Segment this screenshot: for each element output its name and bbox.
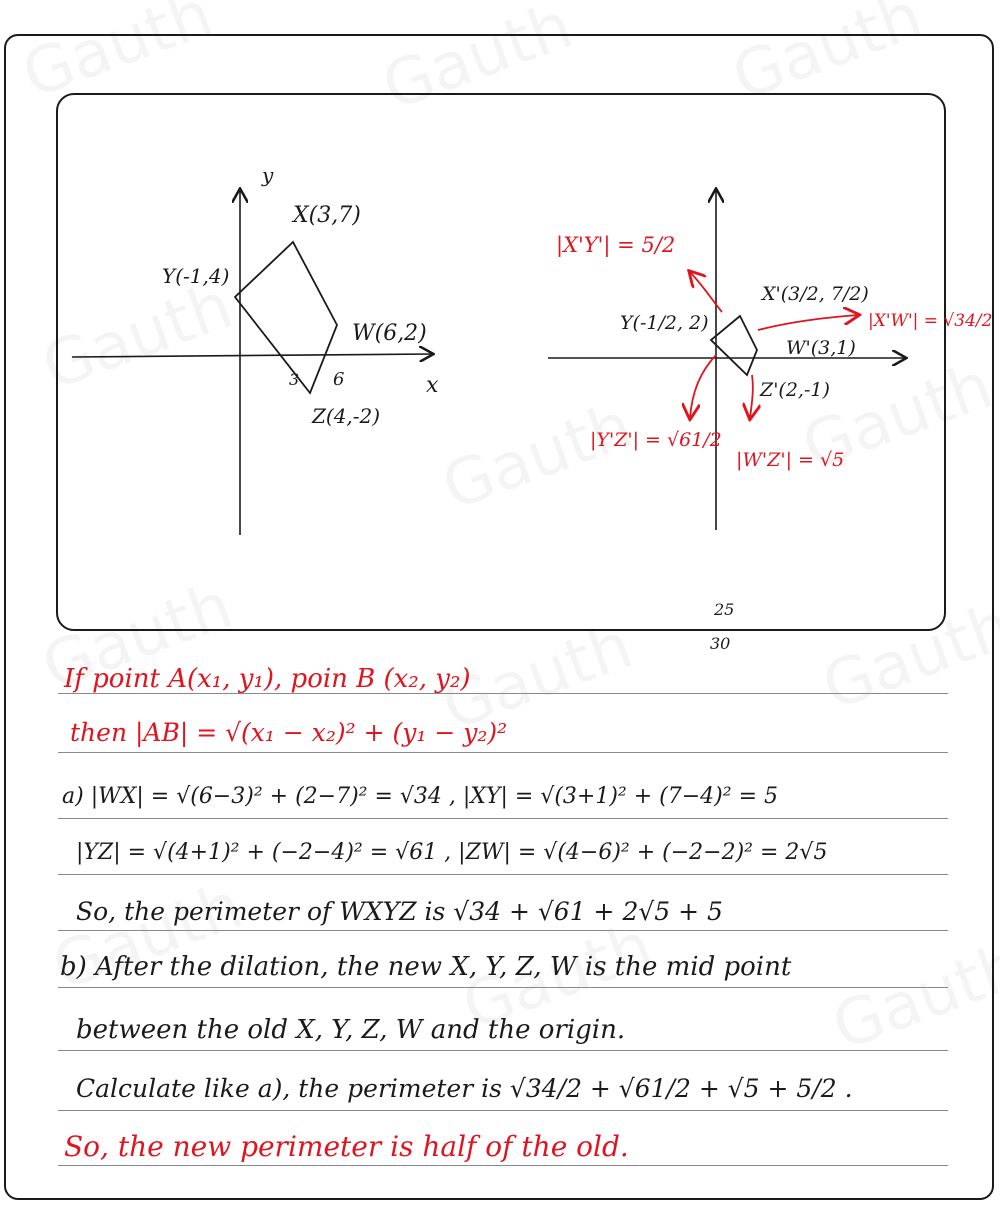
x-axis-label: x bbox=[426, 373, 439, 398]
arrow-wz bbox=[750, 375, 753, 418]
point-w-label: W(6,2) bbox=[352, 321, 427, 346]
point-x-prime-label: X'(3/2, 7/2) bbox=[762, 283, 869, 305]
part-a-line-1: a) |WX| = √(6−3)² + (2−7)² = √34 , |XY| = √(3+1)² + (7−4)² = 5 bbox=[62, 784, 778, 809]
rule-line bbox=[58, 818, 948, 819]
length-wz: |W'Z'| = √5 bbox=[736, 449, 845, 471]
length-xw: |X'W'| = √34/2 bbox=[868, 311, 993, 331]
rule-line bbox=[58, 930, 948, 931]
length-xy: |X'Y'| = 5/2 bbox=[556, 233, 676, 257]
rule-line bbox=[58, 874, 948, 875]
rule-line bbox=[58, 752, 948, 753]
arrow-xw bbox=[758, 315, 858, 330]
scratch-number: 25 bbox=[714, 600, 735, 619]
tick-label-6: 6 bbox=[333, 369, 345, 390]
distance-formula-line: then |AB| = √(x₁ − x₂)² + (y₁ − y₂)² bbox=[70, 718, 508, 747]
point-z-prime-label: Z'(2,-1) bbox=[760, 379, 830, 401]
point-y-label: Y(-1,4) bbox=[162, 264, 230, 288]
part-b-conclusion: So, the new perimeter is half of the old. bbox=[64, 1130, 629, 1163]
part-b-line-2: between the old X, Y, Z, W and the origin. bbox=[76, 1015, 626, 1045]
rule-line bbox=[58, 1050, 948, 1051]
part-b-line-3: Calculate like a), the perimeter is √34/2 + √61/2 + √5 + 5/2 . bbox=[76, 1074, 853, 1103]
y-axis-label: y bbox=[262, 163, 274, 187]
part-a-line-2: |YZ| = √(4+1)² + (−2−4)² = √61 , |ZW| = √(4−6)² + (−2−2)² = 2√5 bbox=[76, 840, 828, 865]
scratch-number: 30 bbox=[710, 634, 731, 653]
quadrilateral-wxyz-dilated bbox=[711, 316, 757, 375]
arrow-xy bbox=[690, 272, 722, 312]
length-yz: |Y'Z'| = √61/2 bbox=[590, 429, 722, 451]
tick-label-3: 3 bbox=[289, 370, 300, 389]
point-y-prime-label: Y(-1/2, 2) bbox=[620, 312, 709, 334]
point-x-label: X(3,7) bbox=[293, 203, 361, 228]
distance-definition-line: If point A(x₁, y₁), poin B (x₂, y₂) bbox=[64, 664, 471, 694]
part-a-conclusion: So, the perimeter of WXYZ is √34 + √61 + 2√5 + 5 bbox=[76, 897, 723, 926]
point-z-label: Z(4,-2) bbox=[312, 404, 381, 428]
point-w-prime-label: W'(3,1) bbox=[786, 337, 856, 359]
quadrilateral-wxyz bbox=[235, 242, 337, 393]
part-b-line-1: b) After the dilation, the new X, Y, Z, W is the mid point bbox=[60, 952, 792, 982]
x-axis bbox=[72, 354, 432, 357]
arrow-yz bbox=[690, 355, 716, 418]
rule-line bbox=[58, 1165, 948, 1166]
rule-line bbox=[58, 1110, 948, 1111]
rule-line bbox=[58, 987, 948, 988]
